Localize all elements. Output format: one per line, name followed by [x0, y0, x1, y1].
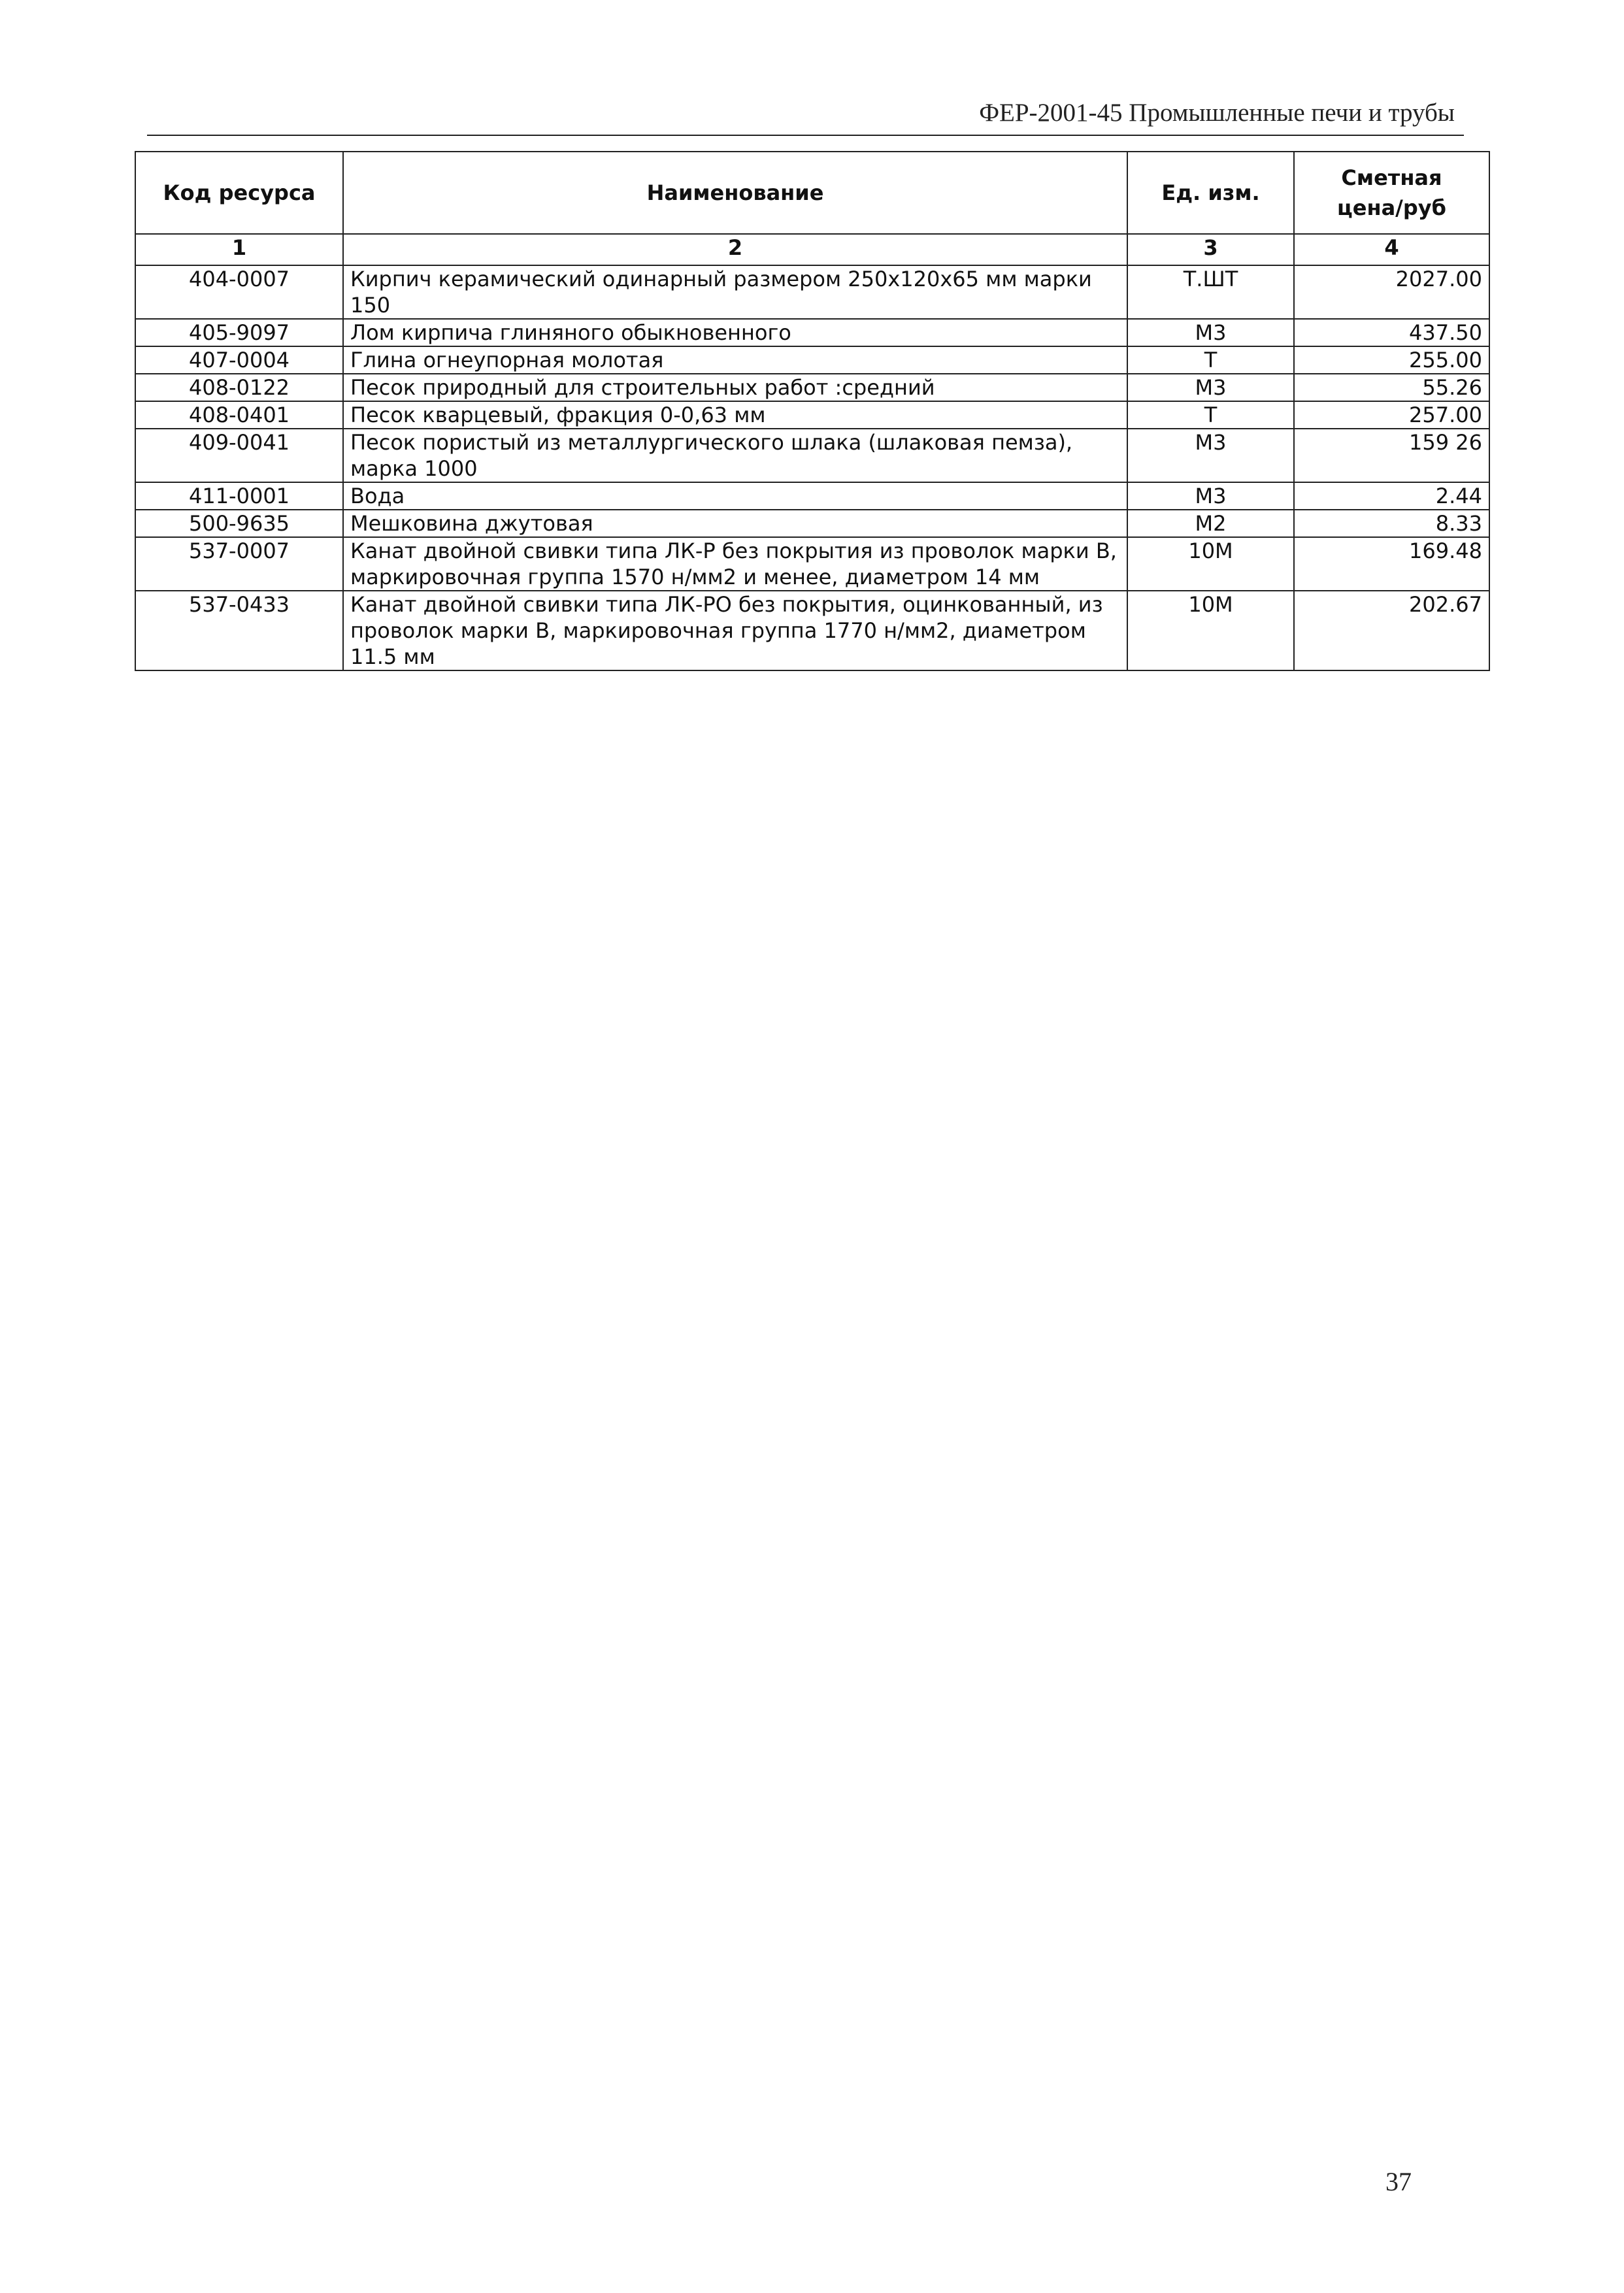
resource-price: 55.26	[1294, 374, 1489, 401]
resource-price: 257.00	[1294, 401, 1489, 429]
header-price-line1: Сметная	[1341, 165, 1442, 190]
header-code: Код ресурса	[135, 152, 343, 234]
table-row	[135, 319, 1489, 346]
resource-name: Канат двойной свивки типа ЛК-Р без покрытия из проволок марки В, маркировочная группа 1570 н/мм2 и менее, диаметром 14 мм	[343, 537, 1127, 591]
header-name: Наименование	[343, 152, 1127, 234]
resource-code: 411-0001	[135, 482, 343, 510]
table-row	[135, 346, 1489, 374]
column-number: 2	[343, 234, 1127, 265]
table-row	[135, 482, 1489, 510]
header-unit: Ед. изм.	[1127, 152, 1294, 234]
resource-name: Вода	[343, 482, 1127, 510]
header-price-line2: цена/руб	[1337, 195, 1446, 220]
resource-code: 405-9097	[135, 319, 343, 346]
resource-code: 407-0004	[135, 346, 343, 374]
resource-unit: Т	[1127, 346, 1294, 374]
table-row	[135, 537, 1489, 591]
resource-unit: 10М	[1127, 537, 1294, 591]
running-head	[147, 97, 1464, 136]
resource-unit: М3	[1127, 482, 1294, 510]
resource-name: Канат двойной свивки типа ЛК-РО без покрытия, оцинкованный, из проволок марки В, маркировочная группа 1770 н/мм2, диаметром 11.5 мм	[343, 591, 1127, 670]
resource-name: Мешковина джутовая	[343, 510, 1127, 537]
resource-code: 537-0433	[135, 591, 343, 670]
table-row	[135, 591, 1489, 670]
resource-name: Песок кварцевый, фракция 0-0,63 мм	[343, 401, 1127, 429]
table-row	[135, 401, 1489, 429]
resource-code: 408-0122	[135, 374, 343, 401]
page-number: 37	[1385, 2167, 1412, 2196]
table-row	[135, 374, 1489, 401]
column-number-row	[135, 234, 1489, 265]
resource-name: Песок природный для строительных работ :средний	[343, 374, 1127, 401]
resource-unit: Т	[1127, 401, 1294, 429]
resource-code: 408-0401	[135, 401, 343, 429]
column-number: 1	[135, 234, 343, 265]
resource-code: 537-0007	[135, 537, 343, 591]
header-price	[1294, 152, 1489, 234]
resource-name: Кирпич керамический одинарный размером 250х120х65 мм марки 150	[343, 265, 1127, 319]
resource-code: 409-0041	[135, 429, 343, 482]
resource-price: 255.00	[1294, 346, 1489, 374]
resource-unit: Т.ШТ	[1127, 265, 1294, 319]
resource-price: 202.67	[1294, 591, 1489, 670]
table-row	[135, 429, 1489, 482]
running-head-title: ФЕР-2001-45 Промышленные печи и трубы	[979, 99, 1455, 127]
resource-name: Глина огнеупорная молотая	[343, 346, 1127, 374]
resource-code: 500-9635	[135, 510, 343, 537]
resource-price: 8.33	[1294, 510, 1489, 537]
resource-price: 2.44	[1294, 482, 1489, 510]
resource-unit: 10М	[1127, 591, 1294, 670]
resource-name: Лом кирпича глиняного обыкновенного	[343, 319, 1127, 346]
table-header-row	[135, 152, 1489, 234]
table-row	[135, 265, 1489, 319]
resource-unit: М3	[1127, 319, 1294, 346]
resource-name: Песок пористый из металлургического шлака (шлаковая пемза), марка 1000	[343, 429, 1127, 482]
resource-price: 169.48	[1294, 537, 1489, 591]
column-number: 3	[1127, 234, 1294, 265]
resource-price: 2027.00	[1294, 265, 1489, 319]
resource-unit: М3	[1127, 374, 1294, 401]
column-number: 4	[1294, 234, 1489, 265]
resource-unit: М3	[1127, 429, 1294, 482]
resource-price: 437.50	[1294, 319, 1489, 346]
resource-code: 404-0007	[135, 265, 343, 319]
resource-price-table	[135, 151, 1490, 671]
resource-price: 159 26	[1294, 429, 1489, 482]
resource-unit: М2	[1127, 510, 1294, 537]
table-row	[135, 510, 1489, 537]
